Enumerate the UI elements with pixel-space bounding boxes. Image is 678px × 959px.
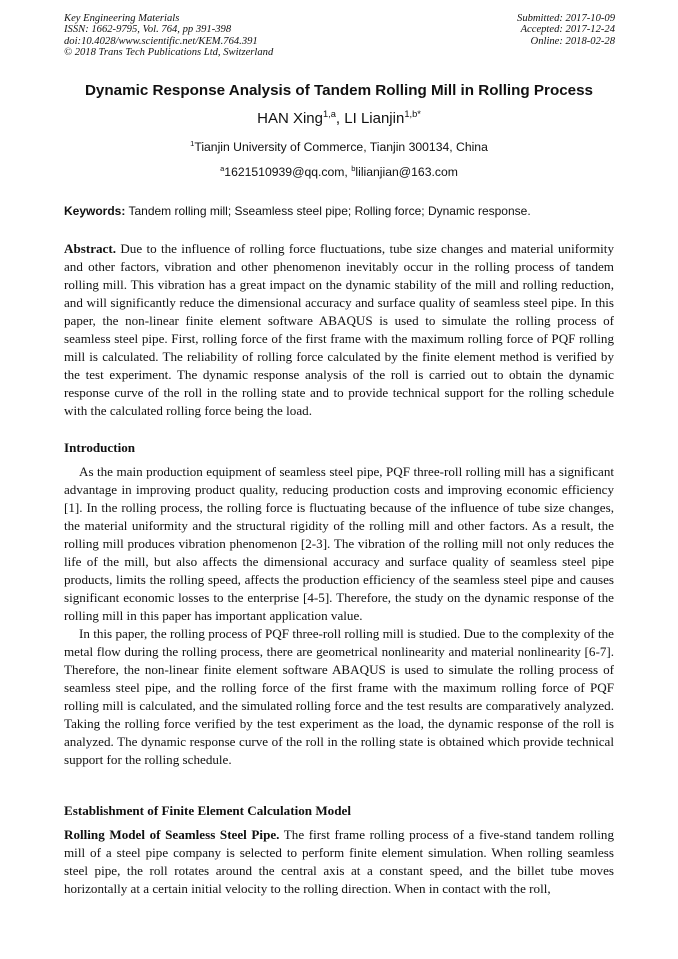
- introduction-paragraph-2: In this paper, the rolling process of PQF three-roll rolling mill is studied. Due to the complexity of the metal flow during the rolling process, there are geometrical nonlinearity and material nonlinearity [6-7]. Therefore, the non-linear finite element software ABAQUS is used to simulate the rolling process of seamless steel pipe, and the rolling force of the first frame with the maximum rolling force of PQF rolling mill is calculated, and the simulated rolling force and the test results are comparatively analyzed. Taking the rolling force verified by the test experiment as the load, the dynamic response of the roll is analyzed. The dynamic response curve of the roll in the rolling state is obtained which provide technical support for the rolling schedule.: [64, 626, 614, 767]
- online-date: Online: 2018-02-28: [530, 35, 615, 47]
- journal-name: Key Engineering Materials: [64, 13, 180, 24]
- dates-header: [517, 13, 615, 47]
- establishment-body: [64, 826, 614, 898]
- accepted-date: Accepted: 2017-12-24: [520, 24, 615, 36]
- email-a: 1621510939@qq.com,: [224, 165, 352, 179]
- affiliation-text: Tianjin University of Commerce, Tianjin 300134, China: [194, 140, 488, 154]
- doi-line: doi:10.4028/www.scientific.net/KEM.764.391: [64, 35, 258, 47]
- paper-title: Dynamic Response Analysis of Tandem Rolling Mill in Rolling Process: [84, 82, 594, 99]
- keywords: [64, 204, 616, 218]
- keywords-text: Tandem rolling mill; Sseamless steel pipe; Rolling force; Dynamic response.: [125, 204, 531, 218]
- journal-header: [64, 13, 273, 59]
- submitted-date: Submitted: 2017-10-09: [517, 13, 615, 24]
- abstract: [64, 240, 614, 420]
- introduction-heading: Introduction: [64, 440, 136, 455]
- affiliation-number: 1: [190, 138, 195, 148]
- keywords-label: Keywords:: [64, 204, 126, 218]
- email-a-marker: a: [220, 163, 225, 173]
- affiliation: [0, 140, 678, 154]
- introduction-body: [64, 463, 614, 769]
- establishment-heading: Establishment of Finite Element Calculation Model: [64, 803, 351, 818]
- author-2: LI Lianjin: [344, 110, 405, 127]
- rolling-model-label: Rolling Model of Seamless Steel Pipe.: [64, 827, 280, 842]
- author-line: [0, 110, 678, 127]
- abstract-label: Abstract.: [64, 241, 116, 256]
- email-b: lilianjian@163.com: [355, 165, 458, 179]
- copyright-line: © 2018 Trans Tech Publications Ltd, Switzerland: [64, 47, 274, 59]
- rolling-model-text: The first frame rolling process of a five-stand tandem rolling mill of a steel pipe company is selected to perform finite element simulation. When rolling seamless steel pipe, the roll rotates around the central axis at a constant speed, and the billet tube moves horizontally at a certain initial velocity to the rolling direction. When in contact with the roll,: [64, 827, 614, 896]
- abstract-text: Due to the influence of rolling force fluctuations, tube size changes and material uniformity and other factors, vibration and other phenomenon inevitably occur in the rolling process of tandem rolling mill. This vibration has a great impact on the dynamic stability of the mill and rolling reduction, and will significantly reduce the dimensional accuracy and surface quality of seamless steel pipe. In this paper, the non-linear finite element software ABAQUS is used to simulate the rolling process of seamless steel pipe. First, rolling force of the first frame with the maximum rolling force of PQF rolling mill is calculated. The reliability of rolling force calculated by the finite element method is verified by the test experiment. The dynamic response analysis of the roll is carried out to obtain the dynamic response curve of the roll in the rolling state and to provide technical support for the rolling schedule with the calculated rolling force being the load.: [64, 241, 614, 418]
- email-b-marker: b: [351, 163, 356, 173]
- author-1-affil: 1,a: [322, 109, 336, 119]
- author-1: HAN Xing: [257, 110, 323, 127]
- issn-line: ISSN: 1662-9795, Vol. 764, pp 391-398: [64, 24, 232, 36]
- email-line: [0, 165, 678, 179]
- author-separator: ,: [335, 110, 345, 127]
- author-2-affil: 1,b*: [404, 109, 421, 119]
- introduction-paragraph-1: As the main production equipment of seamless steel pipe, PQF three-roll rolling mill has a significant advantage in improving product quality, reducing production costs and improving economic efficiency [1]. In the rolling process, the rolling force is fluctuating because of the influence of tube size changes, the material uniformity and the structural rigidity of the rolling mill and other factors. As a result, the rolling mill produces vibration phenomenon [2-3]. The vibration of the rolling mill not only reduces the life of the mill, but also affects the dimensional accuracy and surface quality of seamless steel pipe products, limits the rolling speed, affects the production efficiency of the seamless steel pipe and causes significant economic losses to the enterprise [4-5]. Therefore, the study on the dynamic response of the rolling mill in this paper has important application value.: [64, 464, 614, 623]
